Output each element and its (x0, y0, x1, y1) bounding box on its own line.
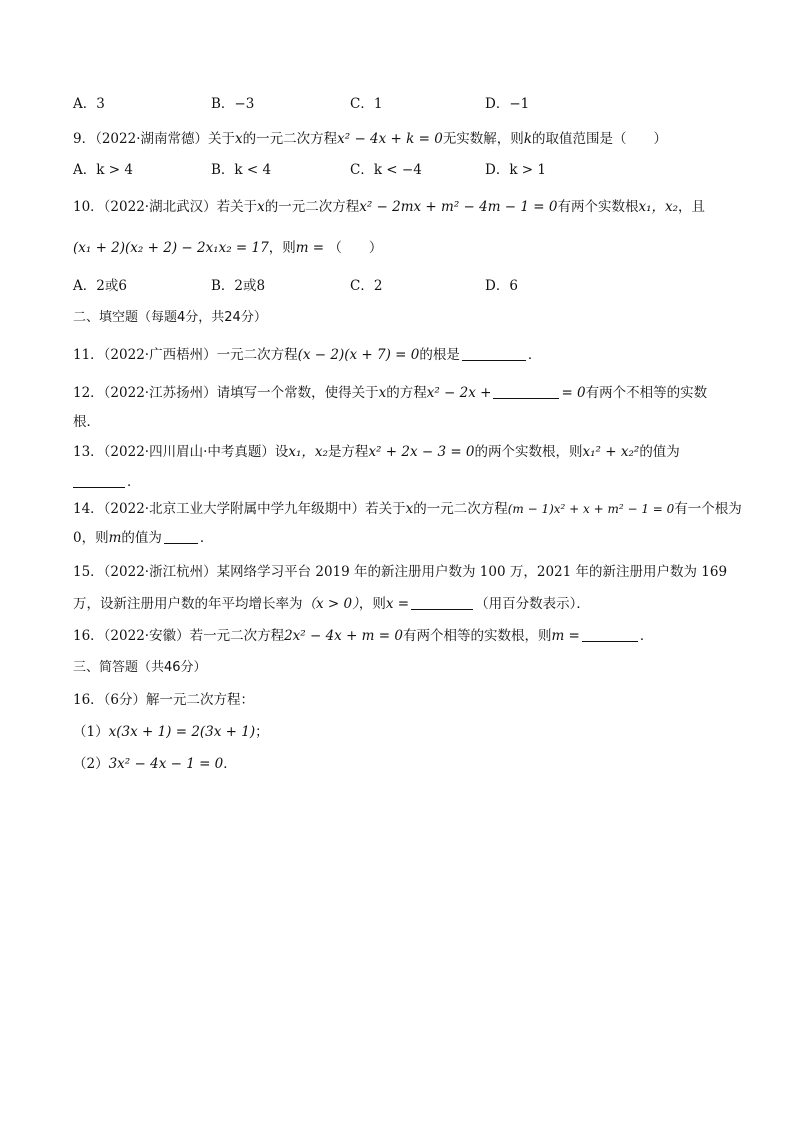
q16b-equation1: x(3x + 1) = 2(3x + 1) (108, 724, 256, 740)
q16b-part1-end: ； (255, 724, 269, 740)
q10-cond-tail: ，则 (268, 240, 296, 256)
q13-mid: 是方程 (327, 444, 369, 460)
q13-answer-blank[interactable] (73, 473, 125, 488)
q14-stem (73, 499, 742, 519)
q10-mid2: 有两个实数根 (557, 199, 639, 215)
q14-line2a: 0，则 (73, 530, 109, 546)
q16b-part2-label: （2） (73, 756, 109, 772)
q15-tail: （用百分数表示）． (475, 596, 590, 612)
q13-mid2: 的两个实数根，则 (474, 444, 583, 460)
q9-mid2: 无实数解，则 (442, 131, 524, 147)
q12-line2: 根． (73, 414, 100, 430)
q8-option-b[interactable]: B．−3 (211, 96, 255, 112)
q9-option-c[interactable]: C．k < −4 (350, 162, 422, 178)
q14-end: ． (199, 530, 214, 546)
q12-tail: 有两个不相等的实数 (585, 385, 708, 401)
q15-line2 (73, 594, 733, 614)
q16b-equation2: 3x² − 4x − 1 = 0 (108, 756, 224, 772)
q10-mid1: 的一元二次方程 (264, 199, 360, 215)
q14-equation: (m − 1)x² + x + m² − 1 = 0 (507, 502, 675, 516)
q16-part1 (73, 722, 733, 742)
q12-lead: 12．（2022·江苏扬州）请填写一个常数，使得关于 (73, 385, 379, 401)
q16a-equation: 2x² − 4x + m = 0 (284, 628, 403, 644)
q13-expression: x₁² + x₂² (582, 444, 640, 460)
q13-tail: 的值为 (639, 444, 680, 460)
q9-equation: x² − 4x + k = 0 (337, 131, 443, 147)
q14-var-x: x (405, 501, 414, 517)
q13-line2 (73, 472, 733, 492)
section-2-heading: 二、填空题（每题4分，共24分） (73, 310, 267, 325)
q12-equation-end: = 0 (561, 385, 586, 401)
section-3-heading: 三、简答题（共46分） (73, 660, 207, 675)
q10-condition (73, 238, 733, 258)
q14-mid: 的一元二次方程 (413, 501, 508, 517)
q11-lead: 11．（2022·广西梧州）一元二次方程 (73, 347, 298, 363)
q8-option-c[interactable]: C．1 (350, 96, 383, 112)
q13-end: ． (127, 474, 141, 490)
q10-var-x: x (257, 199, 265, 215)
q9-option-a[interactable]: A．k > 4 (73, 162, 133, 178)
q12-var-x: x (378, 385, 387, 401)
q10-roots: x₁，x₂ (638, 199, 679, 215)
q14-lead: 14．（2022·北京工业大学附属中学九年级期中）若关于 (73, 501, 406, 517)
q9-mid1: 的一元二次方程 (242, 131, 338, 147)
q11-equation: (x − 2)(x + 7) = 0 (297, 347, 420, 363)
q10-option-b[interactable]: B．2或8 (211, 278, 266, 294)
q16-fill-stem (73, 626, 733, 646)
q10-equation: x² − 2mx + m² − 4m − 1 = 0 (359, 199, 558, 215)
q16-part2 (73, 754, 733, 774)
q15-line2a: 万，设新注册用户数的年平均增长率为 (73, 596, 303, 612)
q14-line2 (73, 528, 733, 548)
q8-option-a[interactable]: A．3 (73, 96, 105, 112)
q16a-mid: 有两个相等的实数根，则 (402, 628, 552, 644)
q15-ask: x = (385, 596, 410, 612)
q15-line2b: ，则 (358, 596, 386, 612)
q16a-ask: m = (551, 628, 580, 644)
q9-tail: 的取值范围是（ ） (532, 131, 667, 147)
q15-answer-blank[interactable] (411, 595, 473, 610)
q13-lead: 13．（2022·四川眉山·中考真题）设 (73, 444, 289, 460)
q10-lead: 10．（2022·湖北武汉）若关于 (73, 199, 258, 215)
q15-line1: 15．（2022·浙江杭州）某网络学习平台 2019 年的新注册用户数为 100 万，2021 年的新注册用户数为 169 (73, 564, 728, 580)
q9-var-x: x (235, 131, 243, 147)
q10-ask: = （ ） (308, 240, 383, 256)
q14-var-m: m (108, 530, 122, 546)
q16b-part2-end: ． (223, 756, 237, 772)
q11-answer-blank[interactable] (462, 346, 526, 361)
q16a-lead: 16．（2022·安徽）若一元二次方程 (73, 628, 285, 644)
q9-option-d[interactable]: D．k > 1 (485, 162, 546, 178)
q15-condition: （x > 0） (302, 596, 359, 612)
q14-line2b: 的值为 (121, 530, 162, 546)
q13-stem (73, 442, 733, 462)
q14-answer-blank[interactable] (164, 529, 198, 544)
q16-solve-stem: 16．（6分）解一元二次方程： (73, 692, 255, 708)
q8-option-d[interactable]: D．−1 (485, 96, 530, 112)
q12-equation: x² − 2x + (426, 385, 492, 401)
q9-var-k: k (523, 131, 532, 147)
q9-stem (73, 129, 733, 149)
q12-answer-blank[interactable] (493, 384, 559, 399)
q14-tail: 有一个根为 (674, 501, 742, 517)
q11-tail: 的根是 (419, 347, 460, 363)
q16a-answer-blank[interactable] (582, 627, 638, 642)
q10-condition-eq: (x₁ + 2)(x₂ + 2) − 2x₁x₂ = 17 (73, 240, 269, 256)
q10-tail: ，且 (678, 199, 706, 215)
q8-options (73, 94, 733, 114)
q9-lead: 9．（2022·湖南常德）关于 (73, 131, 235, 147)
q10-option-c[interactable]: C．2 (350, 278, 383, 294)
q10-options (73, 276, 733, 296)
q9-options (73, 160, 733, 180)
q11-stem (73, 345, 733, 365)
q10-stem (73, 197, 733, 217)
q12-stem (73, 383, 733, 403)
q16a-end: ． (639, 628, 654, 644)
q11-end: ． (527, 347, 542, 363)
q10-option-d[interactable]: D．6 (485, 278, 518, 294)
q12-mid: 的方程 (386, 385, 427, 401)
q13-equation: x² + 2x − 3 = 0 (368, 444, 475, 460)
q10-var-m: m (295, 240, 309, 256)
q16b-part1-label: （1） (73, 724, 109, 740)
q13-roots: x₁，x₂ (288, 444, 328, 460)
q10-option-a[interactable]: A．2或6 (73, 278, 127, 294)
q9-option-b[interactable]: B．k < 4 (211, 162, 272, 178)
